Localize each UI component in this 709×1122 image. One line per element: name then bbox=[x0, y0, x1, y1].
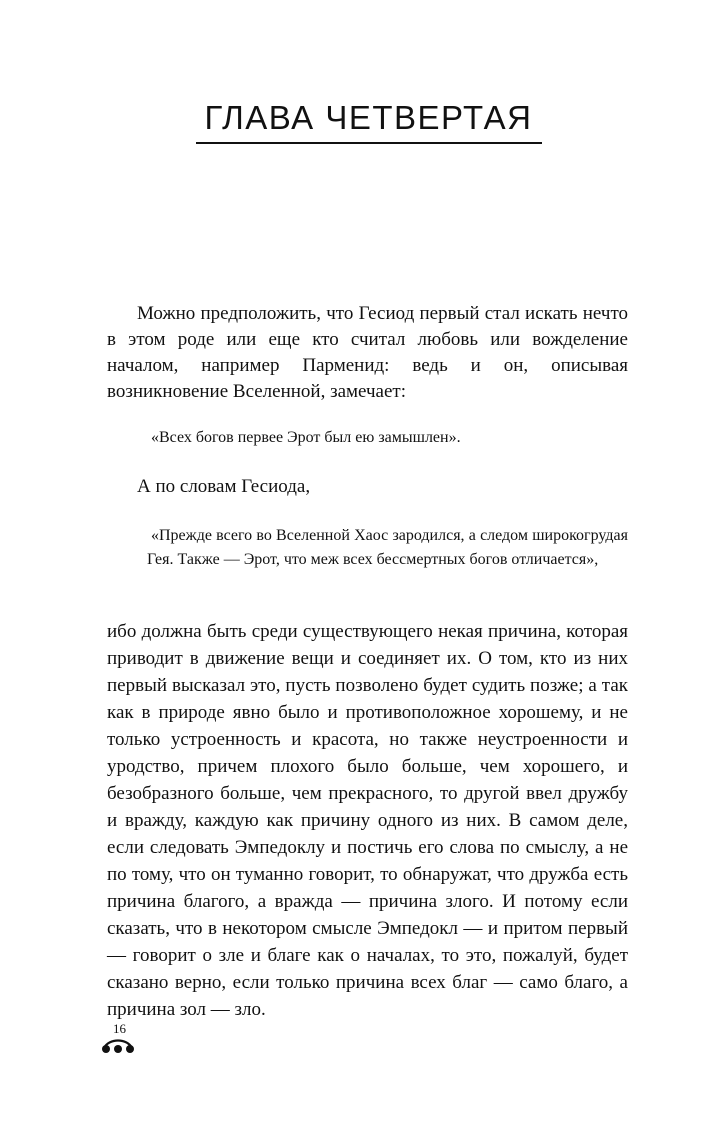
paragraph-1: Можно предположить, что Гесиод первый стал искать нечто в этом роде или еще кто считал любовь или вожделение началом, например Парменид: ведь и он, описывая возникновение Вселенной, замечает: bbox=[107, 303, 628, 402]
folio-ornament-icon bbox=[101, 1036, 135, 1054]
paragraph-2: А по словам Гесиода, bbox=[137, 476, 311, 497]
quote-1: «Всех богов первее Эрот был ею замышлен». bbox=[151, 429, 461, 446]
chapter-title: ГЛАВА ЧЕТВЕРТАЯ bbox=[204, 99, 533, 136]
title-underline bbox=[196, 142, 542, 144]
quote-2: «Прежде всего во Вселенной Хаос зародился, а следом широкогрудая Гея. Также — Эрот, что меж всех бессмертных богов отличается», bbox=[147, 527, 628, 568]
page-number: 16 bbox=[113, 1021, 126, 1036]
paragraph-3: ибо должна быть среди существующего некая причина, которая приводит в движение вещи и соединяет их. О том, кто из них первый высказал это, пусть позволено будет судить позже; а так как в природе явно было и противоположное хорошему, и не только устроенность и красота, но также неустроенности и уродство, причем плохого было больше, чем хорошего, и безобразного больше, чем прекрасного, то другой ввел дружбу и вражду, каждую как причину одного из них. В самом деле, если следовать Эмпедоклу и постичь его слова по смыслу, а не по тому, что он туманно говорит, то обнаружат, что дружба есть причина благого, а вражда — причина злого. И потому если сказать, что в некотором смысле Эмпедокл — и притом первый — говорит о зле и благе как о началах, то это, пожалуй, будет сказано верно, если только причина всех благ — само благо, а причина зол — зло. bbox=[107, 621, 628, 1020]
